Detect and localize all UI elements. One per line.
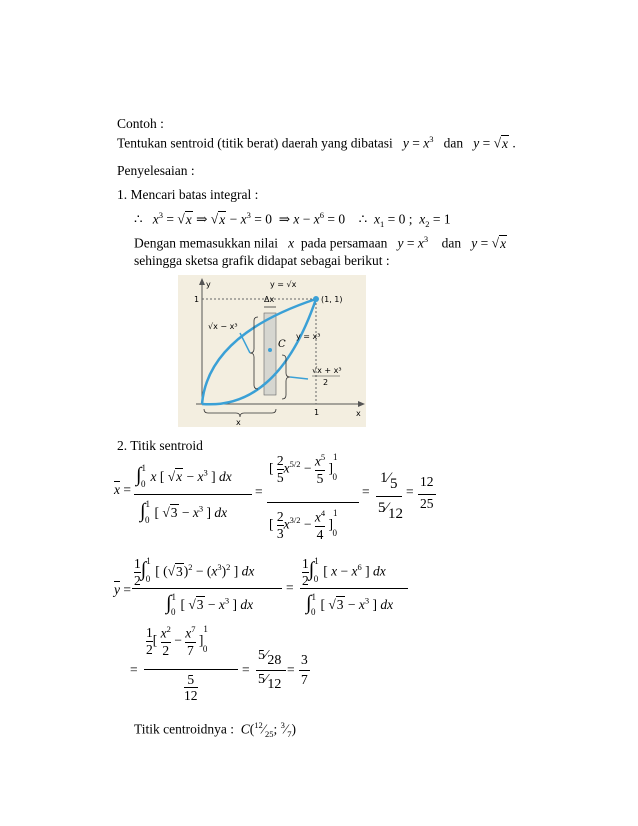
label-one-x: 1 <box>314 408 320 417</box>
xbar-eq2: = <box>362 484 370 499</box>
label-avg-den: 2 <box>323 378 329 387</box>
ybar-bar2 <box>300 588 408 589</box>
step1-equation: ∴ $x^3 = √x$ ⇒ $√x - x^3 = 0$ ⇒ $x - x^6 = 0$ ∴ $x_1 = 0$ ; $x_2 = 1$ <box>134 210 451 230</box>
result-label: Titik centroidnya : <box>134 721 234 737</box>
ybar-num2: $\frac{1}{2}$ ∫$^1_0$ [ $x - x^6$ ] dx <box>302 556 386 588</box>
xbar-frac3-den: 5⁄12 <box>378 500 404 522</box>
xbar-bar4 <box>418 494 436 495</box>
label-c: C <box>278 339 286 350</box>
ybar2-eq0: = <box>130 662 138 677</box>
step1-and: dan <box>441 235 462 251</box>
ybar2-bar3 <box>299 670 310 671</box>
ybar2-eq1: = <box>242 662 250 677</box>
ybar-num: $\frac{1}{2}$ ∫$^1_0$ [ $(√3)^2 - (x^3)^2$ ] dx <box>134 556 255 588</box>
ybar2-result-den: 7 <box>301 672 308 687</box>
ybar-formula2 <box>130 624 430 716</box>
xbar-formula <box>114 452 514 552</box>
step1-intro: Dengan memasukkan nilai x pada persamaan $y = x^3$ dan y = √x <box>134 234 507 251</box>
solution-label: Penyelesaian : <box>117 163 195 178</box>
task-sentence: Tentukan sentroid (titik berat) daerah yang dibatasi <box>117 135 393 151</box>
xbar-bar1 <box>134 494 252 495</box>
label-sqrt: y = √x <box>270 280 297 289</box>
xbar-bar3 <box>376 496 402 497</box>
ybar2-eq2: = <box>287 662 295 677</box>
step1-title: 1. Mencari batas integral : <box>117 187 259 202</box>
graph-svg <box>178 275 366 427</box>
ybar2-frac-den: 5⁄12 <box>258 672 282 692</box>
step1-intro-text2: pada persamaan <box>300 235 388 251</box>
xbar-frac3: 1⁄5 <box>380 470 398 492</box>
label-x: x <box>356 409 361 418</box>
label-x-bottom: x <box>236 418 241 427</box>
ybar-den2: ∫$^1_0$ [ $√3 - x^3$ ] dx <box>306 592 394 617</box>
label-cube: y = x³ <box>296 332 321 341</box>
ybar-bar1 <box>132 588 282 589</box>
label-one-y: 1 <box>194 295 200 304</box>
example-label: Contoh : <box>117 116 164 131</box>
xbar-den: ∫$^1_0$ [ $√3 - x^3$ ] dx <box>140 499 228 525</box>
xbar-symbol: $\overline{x}$ = <box>114 482 131 497</box>
ybar2-result-num: 3 <box>301 652 308 667</box>
step1-sketch: sehingga sketsa grafik didapat sebagai berikut : <box>134 253 390 268</box>
label-y: y <box>206 280 211 289</box>
xbar-num: ∫$^1_0$ x [ $√x - x^3$ ] dx <box>136 463 232 489</box>
label-diff: √x − x³ <box>208 322 238 331</box>
step1-intro-text: Dengan memasukkan nilai <box>134 235 278 251</box>
xbar-den2: [ $\frac{2}{3}$ $x^{3/2}$ − $\frac{x^4}{4}$ ]$^1_0$ <box>269 508 338 542</box>
step2-title: 2. Titik sentroid <box>117 438 203 453</box>
ybar2-bar2 <box>256 670 286 671</box>
ybar-eq1: = <box>286 580 294 595</box>
ybar2-den: 5 12 <box>184 672 198 703</box>
ybar-den: ∫$^1_0$ [ $√3 - x^3$ ] dx <box>166 592 254 617</box>
task-and: dan <box>443 135 464 151</box>
xbar-num2: [ $\frac{2}{5}$ $x^{5/2}$ − $\frac{x^5}{5}$ ]$^1_0$ <box>269 452 338 486</box>
graph-figure <box>178 275 366 427</box>
ybar-symbol: $\overline{y}$ = <box>114 582 131 597</box>
task-text: Tentukan sentroid (titik berat) daerah yang dibatasi $y = x^3$ dan y = √x . <box>117 134 516 151</box>
xbar-eq3: = <box>406 484 414 499</box>
ybar-formula <box>114 556 514 626</box>
ybar2-frac-num: 5⁄28 <box>258 648 282 668</box>
ybar2-num: $\frac{1}{2}$ [ $\frac{x^2}{2}$ − $\frac{x^7}{7}$ ]$^1_0$ <box>146 624 208 658</box>
xbar-bar2 <box>267 502 359 503</box>
point-1-1 <box>313 296 319 302</box>
xbar-eq1: = <box>255 484 263 499</box>
centroid-point <box>268 348 272 352</box>
label-dx: Δx <box>264 295 275 304</box>
centroid-result: Titik centroidnya : $C(^{12}⁄_{25}$; $^3⁄_7$) <box>134 720 296 740</box>
xbar-result-num: 12 <box>420 474 434 489</box>
label-avg-num: √x + x³ <box>312 366 342 375</box>
xbar-result-den: 25 <box>420 496 434 511</box>
ybar2-bar1 <box>144 669 238 670</box>
label-point: (1, 1) <box>321 295 343 304</box>
